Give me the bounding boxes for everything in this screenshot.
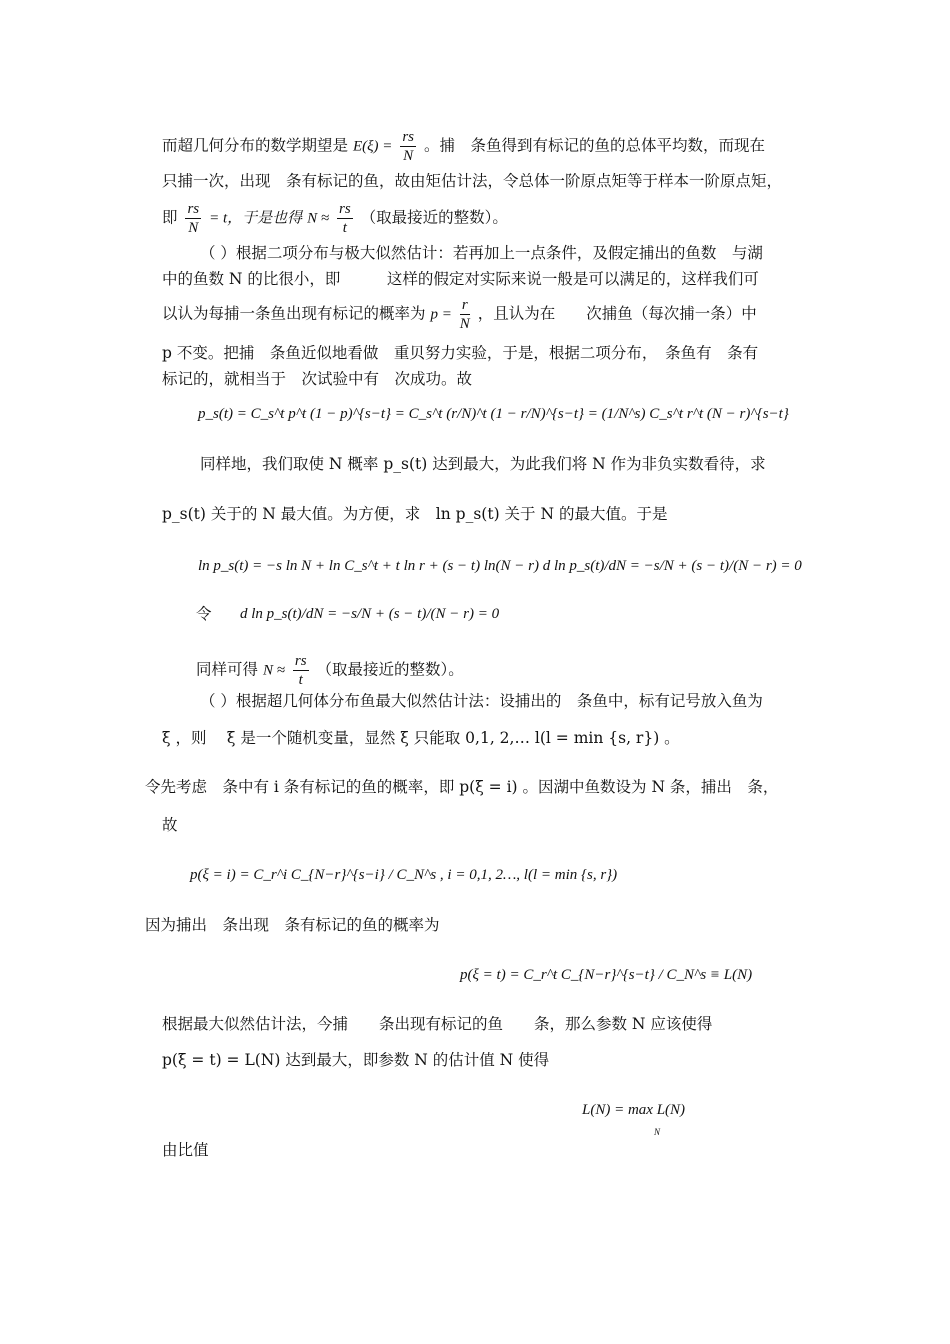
text-line: 只捕一次，出现 条有标记的鱼，故由矩估计法，令总体一阶原点矩等于样本一阶原点矩， (162, 172, 783, 190)
text-line (162, 200, 508, 237)
text-line: 故 (162, 816, 178, 834)
equation: p_s(t) = C_s^t p^t (1 − p)^{s−t} = C_s^t (r/N)^t (1 − r/N)^{s−t} = (1/N^s) C_s^t r^t (N − r)^{s−t} (198, 406, 789, 422)
text-line: 因为捕出 条出现 条有标记的鱼的概率为 (145, 916, 440, 934)
text-line: p 不变。把捕 条鱼近似地看做 重贝努力实验，于是，根据二项分布， 条鱼有 条有 (162, 344, 759, 362)
text-line: 同样地，我们取使 N 概率 p_s(t) 达到最大，为此我们将 N 作为非负实数看待，求 (200, 455, 766, 473)
text-span: 而超几何分布的数学期望是 (162, 136, 349, 155)
equation: ln p_s(t) = −s ln N + ln C_s^t + t ln r + (s − t) ln(N − r) d ln p_s(t)/dN = −s/N + (s − t)/(N − r) = 0 (198, 558, 802, 574)
text-span: 即 (162, 208, 178, 227)
text-span: （取最接近的整数）。 (316, 660, 464, 679)
math-expr: N ≈ (262, 662, 285, 679)
fraction (185, 200, 201, 237)
text-span: （取最接近的整数）。 (360, 208, 508, 227)
text-line (196, 652, 464, 689)
equation: p(ξ = i) = C_r^i C_{N−r}^{s−i} / C_N^s , i = 0,1, 2…, l(l = min {s, r}) (190, 867, 618, 883)
text-line: 根据最大似然估计法，今捕 条出现有标记的鱼 条，那么参数 N 应该使得 (162, 1015, 713, 1033)
denominator: t (342, 220, 347, 236)
math-expr: N ≈ (307, 210, 330, 227)
math-expr: = t，于是也得 (209, 210, 303, 227)
equation: L(N) = max L(N) (582, 1102, 686, 1118)
numerator: rs (294, 653, 307, 669)
text-span: 。捕 条鱼得到有标记的鱼的总体平均数，而现在 (423, 136, 765, 155)
text-span: ，且认为在 次捕鱼（每次捕一条）中 (477, 304, 757, 323)
denominator: N (188, 220, 199, 236)
fraction (460, 296, 470, 333)
numerator: rs (187, 201, 200, 217)
text-line: p_s(t) 关于的 N 最大值。为方便，求 ln p_s(t) 关于 N 的最大值。于是 (162, 505, 668, 523)
text-line (162, 296, 757, 333)
text-line: p(ξ = t) = L(N) 达到最大，即参数 N 的估计值 N 使得 (162, 1051, 550, 1069)
equation: d ln p_s(t)/dN = −s/N + (s − t)/(N − r) = 0 (240, 606, 500, 622)
text-line: 标记的，就相当于 次试验中有 次成功。故 (162, 370, 473, 388)
text-span: 以认为每捕一条鱼出现有标记的概率为 (162, 304, 426, 323)
text-span: 同样可得 (196, 660, 259, 679)
fraction (400, 128, 416, 165)
text-line: （ ）根据二项分布与极大似然估计：若再加上一点条件，及假定捕出的鱼数 与湖 (200, 244, 763, 262)
denominator: N (403, 148, 414, 164)
fraction (293, 652, 309, 689)
text-line (162, 128, 765, 165)
text-line: （ ）根据超几何体分布鱼最大似然估计法：设捕出的 条鱼中，标有记号放入鱼为 (200, 692, 763, 710)
math-expr: p = (430, 306, 452, 323)
equation: p(ξ = t) = C_r^t C_{N−r}^{s−t} / C_N^s ≡ L(N) (460, 967, 753, 983)
denominator: t (298, 672, 303, 688)
text-line: 令先考虑 条中有 i 条有标记的鱼的概率，即 p(ξ = i) 。因湖中鱼数设为 N 条，捕出 条， (145, 778, 779, 796)
numerator: rs (339, 201, 351, 217)
text-line: 令 (196, 605, 212, 623)
fraction (337, 200, 353, 237)
equation-subscript: N (654, 1127, 661, 1137)
text-line: 由比值 (162, 1141, 209, 1159)
text-line: 中的鱼数 N 的比很小，即 这样的假定对实际来说一般是可以满足的，这样我们可 (162, 270, 759, 288)
math-expr: E(ξ) = (352, 138, 393, 155)
text-line: ξ ，则 ξ 是一个随机变量，显然 ξ 只能取 0,1, 2,… l(l = min {s, r}) 。 (162, 729, 680, 747)
numerator: r (460, 296, 470, 315)
denominator: N (459, 316, 470, 332)
numerator: rs (402, 129, 415, 145)
